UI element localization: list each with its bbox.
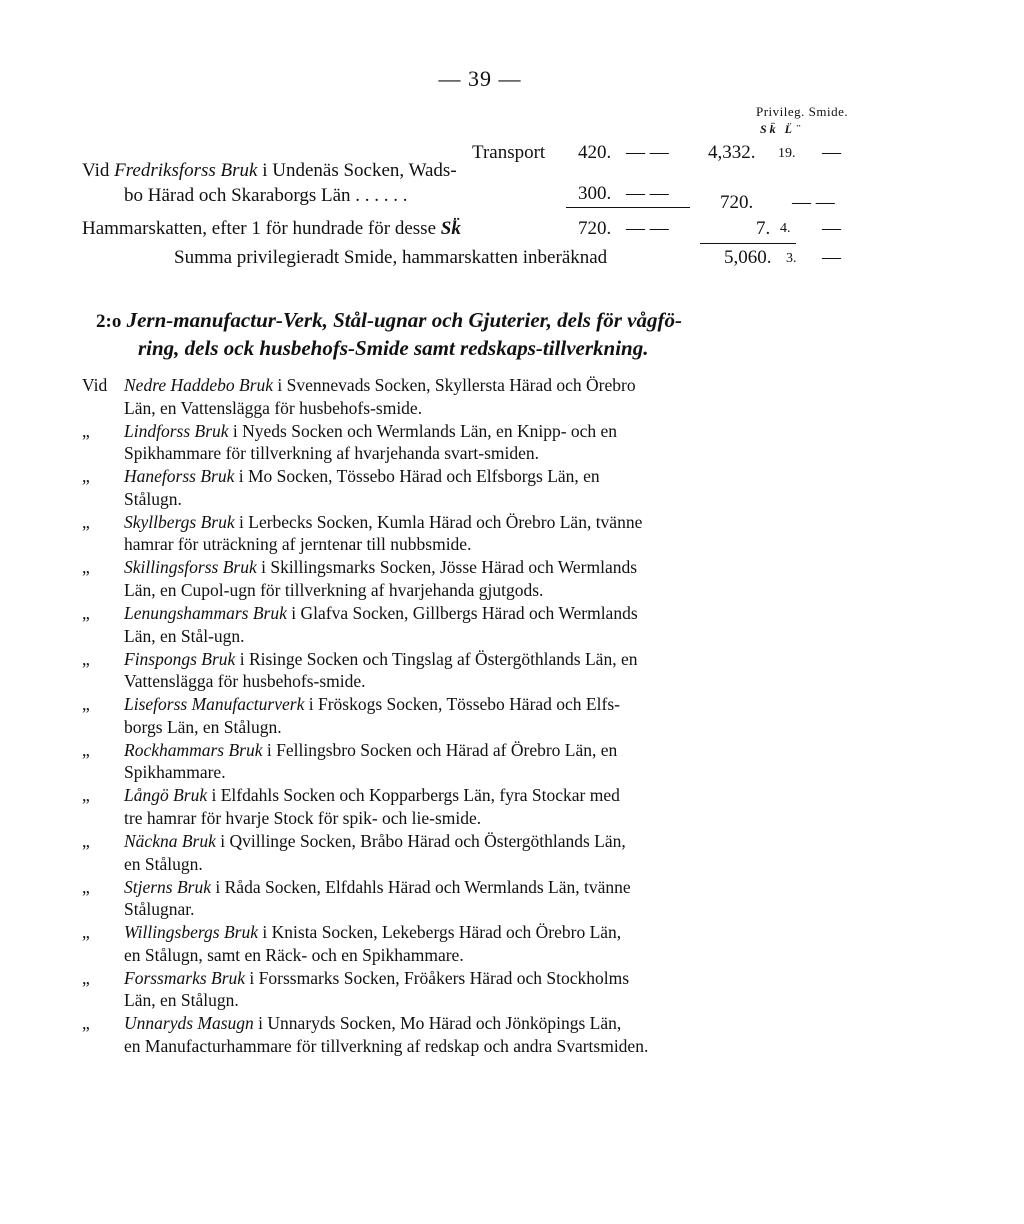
entry-name: Liseforss Manufacturverk [124,694,305,715]
entry-name: Unnaryds Masugn [124,1013,254,1034]
entry-line2: Vattenslägga för husbehofs-smide. [124,671,366,692]
fredriksforss-dash-a: — — [626,183,669,204]
entry-line2: Län, en Stålugn. [124,990,239,1011]
entry-line1 [82,693,842,716]
list-item [82,465,842,510]
entry-rest: i Råda Socken, Elfdahls Härad och Wermlands Län, tvänne [211,876,631,897]
fredriksforss-line1 [82,160,457,182]
list-item [82,921,842,966]
entry-line2: en Manufacturhammare för tillverkning af redskap och andra Svartsmiden. [124,1035,649,1056]
entry-lead: „ [82,876,90,897]
entry-line2: Spikhammare för tillverkning af hvarjehanda svart-smiden. [124,443,540,464]
list-item [82,967,842,1012]
entry-line1 [82,967,842,990]
entry-rest: i Lerbecks Socken, Kumla Härad och Örebro Län, tvänne [234,511,643,532]
entry-name: Långö Bruk [124,785,208,806]
entry-name: Forssmarks Bruk [124,967,246,988]
list-item [82,830,842,875]
entry-name: Lindforss Bruk [124,420,229,441]
entry-lead: Vid [82,375,108,395]
fredriksforss-amount-b: 720. [720,192,754,213]
entry-line2: en Stålugn. [124,853,203,874]
subtotal-rule [566,207,690,208]
transport-dash-a: — — [626,142,669,163]
section-title-2: ring, dels ock husbehofs-Smide samt redskaps-tillverkning. [138,336,649,360]
transport-dash-c: — [822,142,841,163]
column-header-privileg: Privileg. Smide. [756,104,849,119]
entry-rest: i Mo Socken, Tössebo Härad och Elfsborgs Län, en [234,466,600,487]
entry-rest: i Forssmarks Socken, Fröåkers Härad och Stockholms [245,967,630,988]
entry-line1 [82,420,842,443]
entry-name: Finspongs Bruk [124,648,236,669]
entry-lead: „ [82,739,90,760]
entry-lead: „ [82,466,90,487]
entry-lead: „ [82,831,90,851]
entry-line2: en Stålugn, samt en Räck- och en Spikhammare. [124,944,464,965]
entry-line1 [82,556,842,579]
entry-line1 [82,784,842,807]
entry-rest: i Qvillinge Socken, Bråbo Härad och Östergöthlands Län, [215,831,626,851]
entry-lead: „ [82,420,90,441]
summa-amount-c: 3. [786,251,797,266]
entry-line1 [82,921,842,944]
entry-rest: i Risinge Socken och Tingslag af Östergöthlands Län, en [235,648,638,669]
entry-line2: Län, en Stål-ugn. [124,625,245,646]
entry-name: Skyllbergs Bruk [124,511,235,532]
list-item [82,739,842,784]
entry-name: Skillingsforss Bruk [124,557,257,578]
entry-lead: „ [82,1013,90,1034]
hammarskatt-line [82,218,461,240]
hammarskatt-dash-a: — — [626,218,669,239]
entry-rest: i Fellingsbro Socken och Härad af Örebro Län, en [262,739,618,760]
entry-rest: i Unnaryds Socken, Mo Härad och Jönköpings Län, [253,1013,622,1034]
entry-line2: hamrar för uträckning af jerntenar till nubbsmide. [124,534,472,555]
entry-rest: i Fröskogs Socken, Tössebo Härad och Elfs- [304,694,620,715]
hammarskatt-text: Hammarskatten, efter 1 för hundrade för desse [82,218,436,239]
entry-lead: „ [82,694,90,715]
hammarskatt-amount-a: 720. [578,218,612,239]
entry-line1 [82,739,842,762]
fredriksforss-prefix: Vid [82,160,110,181]
list-item [82,876,842,921]
section-number: 2:o [96,311,122,332]
entry-line1 [82,648,842,671]
transport-amount-a: 420. [578,142,612,163]
list-item [82,784,842,829]
entry-lead: „ [82,603,90,623]
page-number: — 39 — [438,66,522,91]
list-item [82,693,842,738]
hammarskatt-unit: Sk̈ [440,218,461,239]
entry-lead: „ [82,648,90,669]
fredriksforss-rest: i Undenäs Socken, Wads- [262,160,457,181]
fredriksforss-dash-b: — — [792,192,835,213]
list-item [82,420,842,465]
hammarskatt-amount-b: 7. [756,218,771,239]
transport-amount-b: 4,332. [708,142,756,163]
hammarskatt-amount-c: 4. [780,221,791,236]
entry-line2: borgs Län, en Stålugn. [124,716,282,737]
entry-name: Näckna Bruk [124,831,216,851]
entry-line2: tre hamrar för hvarje Stock för spik- och lie-smide. [124,807,482,828]
entry-name: Nedre Haddebo Bruk [124,375,274,395]
summa-text: Summa privilegieradt Smide, hammarskatten inberäknad [174,247,608,268]
entry-name: Lenungshammars Bruk [124,603,287,623]
entry-name: Stjerns Bruk [124,876,212,897]
entry-rest: i Svennevads Socken, Skyllersta Härad och Örebro [273,375,636,395]
entry-name: Rockhammars Bruk [124,739,263,760]
entry-lead: „ [82,785,90,806]
entry-line1 [82,374,842,397]
entry-line2: Län, en Vattenslägga för husbehofs-smide. [124,397,423,418]
entry-line2: Stålugn. [124,488,182,509]
transport-label: Transport [472,142,546,163]
entry-lead: „ [82,557,90,578]
entry-line1 [82,465,842,488]
entry-line2: Spikhammare. [124,762,226,783]
summa-dash-c: — [822,247,841,268]
entry-lead: „ [82,967,90,988]
entry-line1 [82,511,842,534]
entry-rest: i Knista Socken, Lekebergs Härad och Örebro Län, [258,922,622,943]
list-item [82,602,842,647]
entry-line1 [82,876,842,899]
column-header-units: Sk̈ L̈ ̈ [760,122,801,136]
entry-name: Haneforss Bruk [124,466,235,487]
list-item [82,1012,842,1057]
summa-amount-b: 5,060. [724,247,772,268]
section-title-1: Jern-manufactur-Verk, Stål-ugnar och Gjuterier, dels för vågfö- [126,308,682,332]
transport-amount-c: 19. [778,146,796,161]
fredriksforss-amount-a: 300. [578,183,612,204]
list-item [82,556,842,601]
entry-line2: Län, en Cupol-ugn för tillverkning af hvarjehanda gjutgods. [124,579,544,600]
list-item [82,511,842,556]
fredriksforss-line2: bo Härad och Skaraborgs Län . . . . . . [124,185,408,206]
total-rule [700,243,796,244]
entry-rest: i Skillingsmarks Socken, Jösse Härad och Wermlands [256,557,638,578]
entry-line1 [82,1012,842,1035]
entry-name: Willingsbergs Bruk [124,922,259,943]
hammarskatt-dash-c: — [822,218,841,239]
fredriksforss-name: Fredriksforss Bruk [114,160,258,181]
entry-rest: i Glafva Socken, Gillbergs Härad och Wermlands [286,603,638,623]
list-item [82,648,842,693]
entry-line2: Stålugnar. [124,899,195,920]
section-heading-line1 [96,308,682,333]
entry-rest: i Elfdahls Socken och Kopparbergs Län, fyra Stockar med [207,785,620,806]
entry-line1 [82,830,842,853]
entry-lead: „ [82,511,90,532]
list-item [82,374,842,419]
entry-lead: „ [82,922,90,943]
entry-rest: i Nyeds Socken och Wermlands Län, en Knipp- och en [228,420,618,441]
entry-line1 [82,602,842,625]
